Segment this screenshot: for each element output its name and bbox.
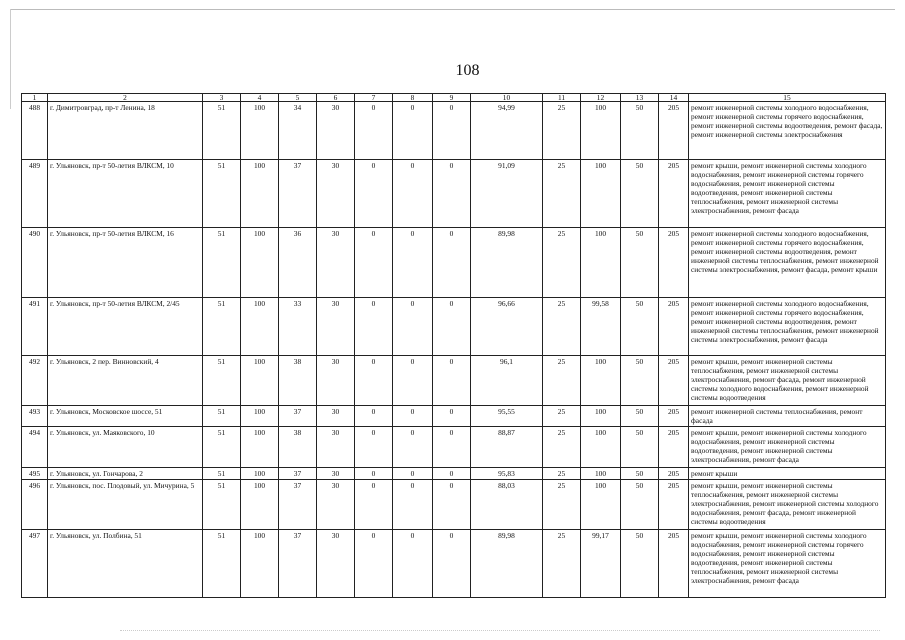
cell-works: ремонт крыши, ремонт инженерной системы теплоснабжения, ремонт инженерной системы электроснабжения, ремонт фасада, ремонт инженерной системы холодного водоснабжения, ремонт инженерной системы водоотведения xyxy=(689,356,886,406)
col-header: 8 xyxy=(393,94,433,102)
cell-value: 0 xyxy=(393,356,433,406)
cell-value: 94,99 xyxy=(471,102,543,160)
cell-value: 0 xyxy=(393,228,433,298)
cell-value: 30 xyxy=(317,468,355,480)
table-row xyxy=(22,102,886,160)
cell-address: г. Ульяновск, Московское шоссе, 51 xyxy=(48,406,203,427)
cell-value: 99,58 xyxy=(581,298,621,356)
col-header: 1 xyxy=(22,94,48,102)
cell-value: 50 xyxy=(621,427,659,468)
cell-value: 205 xyxy=(659,298,689,356)
table-row xyxy=(22,160,886,228)
cell-value: 34 xyxy=(279,102,317,160)
cell-value: 100 xyxy=(581,102,621,160)
cell-value: 51 xyxy=(203,160,241,228)
cell-value: 100 xyxy=(241,356,279,406)
cell-value: 50 xyxy=(621,468,659,480)
cell-value: 37 xyxy=(279,480,317,530)
page-number: 108 xyxy=(455,62,480,79)
cell-value: 25 xyxy=(543,468,581,480)
cell-address: г. Ульяновск, ул. Маяковского, 10 xyxy=(48,427,203,468)
cell-value: 30 xyxy=(317,427,355,468)
cell-value: 91,09 xyxy=(471,160,543,228)
col-header: 15 xyxy=(689,94,886,102)
table-row xyxy=(22,298,886,356)
table-row xyxy=(22,228,886,298)
cell-value: 50 xyxy=(621,530,659,598)
cell-value: 95,55 xyxy=(471,406,543,427)
col-header: 2 xyxy=(48,94,203,102)
col-header: 13 xyxy=(621,94,659,102)
cell-value: 100 xyxy=(581,356,621,406)
cell-value: 96,1 xyxy=(471,356,543,406)
cell-value: 0 xyxy=(393,427,433,468)
cell-value: 50 xyxy=(621,298,659,356)
cell-value: 0 xyxy=(355,468,393,480)
cell-value: 0 xyxy=(355,480,393,530)
cell-value: 0 xyxy=(393,160,433,228)
cell-value: 100 xyxy=(581,427,621,468)
cell-value: 50 xyxy=(621,480,659,530)
col-header: 9 xyxy=(433,94,471,102)
cell-value: 25 xyxy=(543,480,581,530)
cell-value: 205 xyxy=(659,160,689,228)
cell-number: 493 xyxy=(22,406,48,427)
cell-value: 100 xyxy=(241,102,279,160)
cell-value: 25 xyxy=(543,406,581,427)
cell-value: 50 xyxy=(621,356,659,406)
cell-address: г. Ульяновск, 2 пер. Винновский, 4 xyxy=(48,356,203,406)
col-header: 10 xyxy=(471,94,543,102)
cell-value: 25 xyxy=(543,298,581,356)
cell-value: 30 xyxy=(317,160,355,228)
col-header: 14 xyxy=(659,94,689,102)
cell-value: 30 xyxy=(317,406,355,427)
cell-value: 89,98 xyxy=(471,530,543,598)
cell-value: 25 xyxy=(543,530,581,598)
cell-value: 0 xyxy=(355,427,393,468)
table-row xyxy=(22,356,886,406)
cell-number: 490 xyxy=(22,228,48,298)
cell-value: 100 xyxy=(581,406,621,427)
cell-value: 205 xyxy=(659,427,689,468)
cell-value: 0 xyxy=(355,356,393,406)
col-header: 6 xyxy=(317,94,355,102)
cell-value: 30 xyxy=(317,530,355,598)
cell-value: 0 xyxy=(433,406,471,427)
cell-value: 25 xyxy=(543,102,581,160)
col-header: 3 xyxy=(203,94,241,102)
cell-value: 0 xyxy=(433,427,471,468)
table-row xyxy=(22,468,886,480)
cell-number: 495 xyxy=(22,468,48,480)
cell-value: 0 xyxy=(355,298,393,356)
cell-value: 51 xyxy=(203,298,241,356)
cell-works: ремонт крыши xyxy=(689,468,886,480)
cell-value: 0 xyxy=(393,468,433,480)
cell-value: 51 xyxy=(203,468,241,480)
cell-value: 0 xyxy=(355,530,393,598)
cell-value: 100 xyxy=(241,298,279,356)
cell-value: 100 xyxy=(241,427,279,468)
cell-value: 0 xyxy=(433,160,471,228)
cell-value: 0 xyxy=(393,102,433,160)
cell-value: 50 xyxy=(621,102,659,160)
cell-value: 51 xyxy=(203,102,241,160)
col-header: 12 xyxy=(581,94,621,102)
cell-value: 38 xyxy=(279,427,317,468)
cell-number: 489 xyxy=(22,160,48,228)
cell-works: ремонт крыши, ремонт инженерной системы холодного водоснабжения, ремонт инженерной системы горячего водоснабжения, ремонт инженерной системы водоотведения, ремонт инженерной системы теплоснабжения, ремонт инженерной системы электроснабжения, ремонт фасада xyxy=(689,160,886,228)
cell-value: 0 xyxy=(433,102,471,160)
col-header: 4 xyxy=(241,94,279,102)
cell-value: 25 xyxy=(543,356,581,406)
cell-value: 0 xyxy=(433,298,471,356)
cell-value: 50 xyxy=(621,228,659,298)
cell-value: 33 xyxy=(279,298,317,356)
cell-value: 100 xyxy=(581,468,621,480)
cell-address: г. Ульяновск, ул. Полбина, 51 xyxy=(48,530,203,598)
cell-value: 0 xyxy=(433,530,471,598)
cell-address: г. Ульяновск, ул. Гончарова, 2 xyxy=(48,468,203,480)
cell-value: 51 xyxy=(203,530,241,598)
cell-value: 0 xyxy=(433,356,471,406)
col-header: 7 xyxy=(355,94,393,102)
cell-value: 30 xyxy=(317,228,355,298)
cell-value: 0 xyxy=(433,480,471,530)
cell-value: 0 xyxy=(355,406,393,427)
cell-value: 25 xyxy=(543,160,581,228)
cell-address: г. Ульяновск, пос. Плодовый, ул. Мичурина, 5 xyxy=(48,480,203,530)
cell-value: 205 xyxy=(659,480,689,530)
cell-address: г. Ульяновск, пр-т 50-летия ВЛКСМ, 2/45 xyxy=(48,298,203,356)
cell-value: 100 xyxy=(241,228,279,298)
cell-value: 0 xyxy=(433,228,471,298)
cell-value: 100 xyxy=(241,406,279,427)
cell-value: 0 xyxy=(393,480,433,530)
cell-value: 205 xyxy=(659,356,689,406)
cell-address: г. Ульяновск, пр-т 50-летия ВЛКСМ, 16 xyxy=(48,228,203,298)
cell-value: 51 xyxy=(203,356,241,406)
cell-value: 51 xyxy=(203,406,241,427)
cell-value: 205 xyxy=(659,102,689,160)
cell-works: ремонт инженерной системы холодного водоснабжения, ремонт инженерной системы горячего водоснабжения, ремонт инженерной системы водоотведения, ремонт инженерной системы теплоснабжения, ремонт инженерной системы электроснабжения, ремонт фасада xyxy=(689,298,886,356)
cell-value: 205 xyxy=(659,530,689,598)
cell-value: 95,83 xyxy=(471,468,543,480)
cell-value: 37 xyxy=(279,406,317,427)
col-header: 5 xyxy=(279,94,317,102)
cell-value: 37 xyxy=(279,468,317,480)
cell-value: 0 xyxy=(393,406,433,427)
cell-value: 37 xyxy=(279,160,317,228)
cell-value: 88,03 xyxy=(471,480,543,530)
cell-number: 496 xyxy=(22,480,48,530)
cell-value: 50 xyxy=(621,160,659,228)
cell-value: 0 xyxy=(393,298,433,356)
cell-value: 100 xyxy=(581,228,621,298)
table-row xyxy=(22,530,886,598)
cell-value: 88,87 xyxy=(471,427,543,468)
cell-address: г. Димитровград, пр-т Ленина, 18 xyxy=(48,102,203,160)
cell-value: 0 xyxy=(433,468,471,480)
cell-value: 30 xyxy=(317,356,355,406)
cell-address: г. Ульяновск, пр-т 50-летия ВЛКСМ, 10 xyxy=(48,160,203,228)
cell-value: 37 xyxy=(279,530,317,598)
cell-value: 0 xyxy=(355,228,393,298)
cell-number: 492 xyxy=(22,356,48,406)
cell-number: 491 xyxy=(22,298,48,356)
cell-value: 36 xyxy=(279,228,317,298)
cell-value: 100 xyxy=(241,468,279,480)
cell-value: 51 xyxy=(203,427,241,468)
table-row xyxy=(22,406,886,427)
cell-value: 100 xyxy=(241,480,279,530)
cell-value: 51 xyxy=(203,228,241,298)
cell-works: ремонт инженерной системы холодного водоснабжения, ремонт инженерной системы горячего водоснабжения, ремонт инженерной системы водоотведения, ремонт фасада, ремонт инженерной системы электроснабжения xyxy=(689,102,886,160)
cell-value: 205 xyxy=(659,406,689,427)
cell-works: ремонт инженерной системы теплоснабжения, ремонт фасада xyxy=(689,406,886,427)
cell-works: ремонт крыши, ремонт инженерной системы теплоснабжения, ремонт инженерной системы электроснабжения, ремонт инженерной системы холодного водоснабжения, ремонт фасада, ремонт инженерной системы водоотведения xyxy=(689,480,886,530)
page-frame-left xyxy=(10,9,11,109)
cell-works: ремонт крыши, ремонт инженерной системы холодного водоснабжения, ремонт инженерной системы водоотведения, ремонт инженерной системы электроснабжения, ремонт фасада xyxy=(689,427,886,468)
cell-value: 89,98 xyxy=(471,228,543,298)
table-row xyxy=(22,480,886,530)
cell-value: 205 xyxy=(659,228,689,298)
cell-works: ремонт крыши, ремонт инженерной системы холодного водоснабжения, ремонт инженерной системы горячего водоснабжения, ремонт инженерной системы водоотведения, ремонт инженерной системы теплоснабжения, ремонт инженерной системы электроснабжения, ремонт фасада xyxy=(689,530,886,598)
cell-value: 38 xyxy=(279,356,317,406)
cell-value: 0 xyxy=(355,102,393,160)
cell-value: 99,17 xyxy=(581,530,621,598)
cell-number: 488 xyxy=(22,102,48,160)
cell-value: 100 xyxy=(241,160,279,228)
table-row xyxy=(22,427,886,468)
col-header: 11 xyxy=(543,94,581,102)
cell-value: 25 xyxy=(543,427,581,468)
repair-table xyxy=(21,93,886,598)
cell-value: 25 xyxy=(543,228,581,298)
cell-value: 30 xyxy=(317,298,355,356)
cell-value: 50 xyxy=(621,406,659,427)
scan-edge xyxy=(120,630,880,632)
cell-value: 96,66 xyxy=(471,298,543,356)
cell-number: 494 xyxy=(22,427,48,468)
cell-value: 30 xyxy=(317,102,355,160)
cell-number: 497 xyxy=(22,530,48,598)
cell-value: 30 xyxy=(317,480,355,530)
cell-value: 0 xyxy=(355,160,393,228)
cell-value: 100 xyxy=(581,160,621,228)
cell-value: 51 xyxy=(203,480,241,530)
cell-value: 100 xyxy=(581,480,621,530)
page-frame-top xyxy=(10,9,895,10)
cell-value: 205 xyxy=(659,468,689,480)
cell-works: ремонт инженерной системы холодного водоснабжения, ремонт инженерной системы горячего водоснабжения, ремонт инженерной системы водоотведения, ремонт инженерной системы теплоснабжения, ремонт инженерной системы электроснабжения, ремонт фасада, ремонт крыши xyxy=(689,228,886,298)
cell-value: 0 xyxy=(393,530,433,598)
cell-value: 100 xyxy=(241,530,279,598)
header-row xyxy=(22,94,886,102)
